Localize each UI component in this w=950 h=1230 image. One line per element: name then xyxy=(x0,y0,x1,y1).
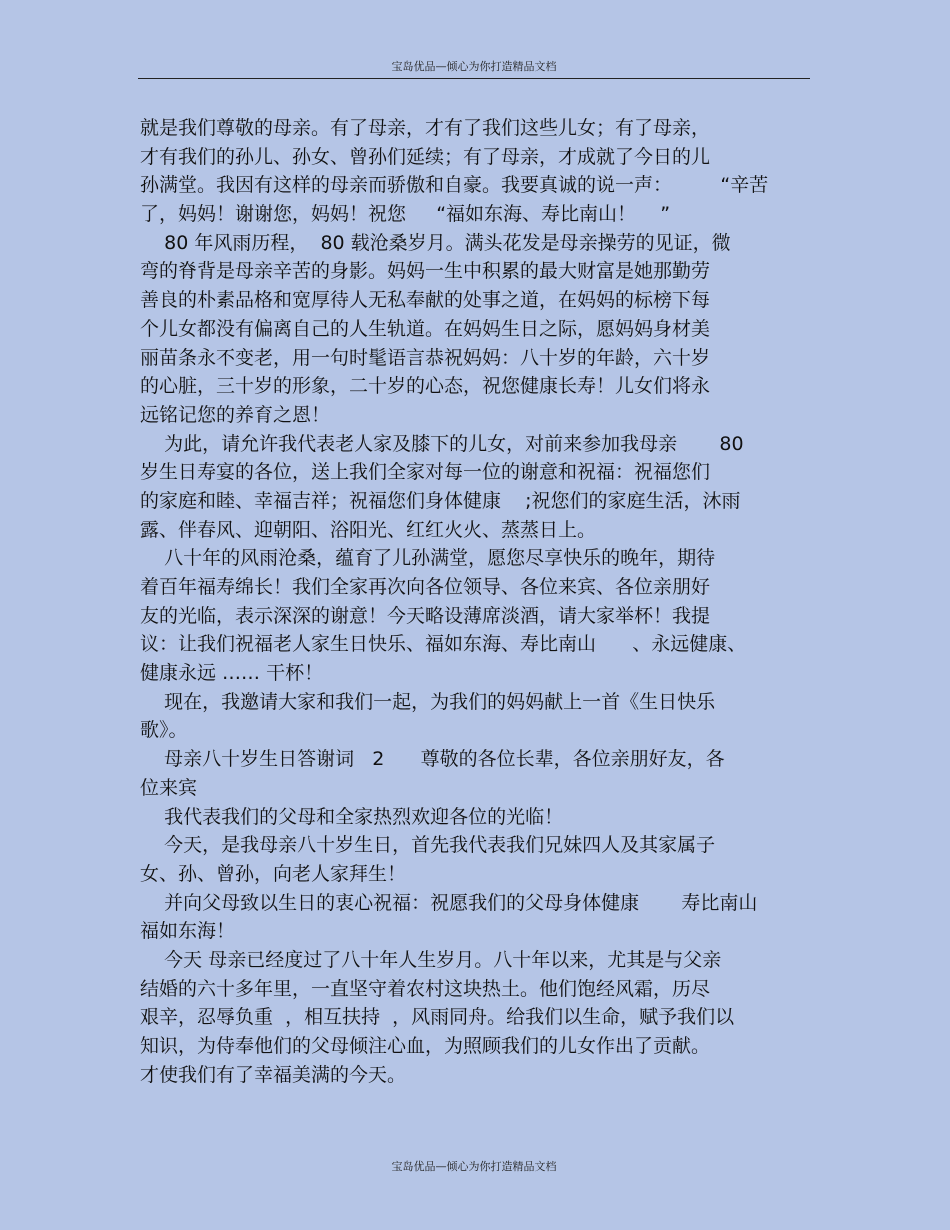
text-line: 岁生日寿宴的各位，送上我们全家对每一位的谢意和祝福：祝福您们 xyxy=(140,461,711,484)
text-line: 我代表我们的父母和全家热烈欢迎各位的光临！ xyxy=(140,805,564,828)
text-line: 并向父母致以生日的衷心祝福：祝愿我们的父母身体健康 寿比南山 xyxy=(140,891,758,914)
text-line: 远铭记您的养育之恩！ xyxy=(140,403,331,426)
text-line: 弯的脊背是母亲辛苦的身影。妈妈一生中积累的最大财富是她那勤劳 xyxy=(140,260,711,283)
text-line: 才有我们的孙儿、孙女、曾孙们延续；有了母亲，才成就了今日的儿 xyxy=(140,145,711,168)
text-line: 议：让我们祝福老人家生日快乐、福如东海、寿比南山 、永远健康、 xyxy=(140,633,747,656)
text-line: 现在，我邀请大家和我们一起，为我们的妈妈献上一首《生日快乐 xyxy=(140,690,716,713)
text-line: 位来宾 xyxy=(140,776,198,799)
page-footer: 宝岛优品—倾心为你打造精品文档 xyxy=(391,1160,557,1173)
text-line: 友的光临，表示深深的谢意！今天略设薄席淡酒，请大家举杯！我提 xyxy=(140,604,711,627)
text-line: 知识，为侍奉他们的父母倾注心血，为照顾我们的儿女作出了贡献。 xyxy=(140,1035,711,1057)
text-line: 丽苗条永不变老，用一句时髦语言恭祝妈妈：八十岁的年龄，六十岁 xyxy=(140,346,711,369)
text-line: 歌》。 xyxy=(140,719,188,742)
text-line: 80 年风雨历程， 80 载沧桑岁月。满头花发是母亲操劳的见证，微 xyxy=(140,231,731,254)
text-line: 的家庭和睦、幸福吉祥；祝福您们身体健康 ;祝您们的家庭生活，沐雨 xyxy=(140,489,741,512)
text-line: 健康永远 …… 干杯！ xyxy=(140,662,324,685)
header-rule xyxy=(138,78,810,79)
text-line: 八十年的风雨沧桑，蕴育了儿孙满堂，愿您尽享快乐的晚年，期待 xyxy=(140,547,716,570)
text-line: 善良的朴素品格和宽厚待人无私奉献的处事之道，在妈妈的标榜下每 xyxy=(140,289,711,312)
text-line: 了，妈妈！谢谢您，妈妈！祝您 “福如东海、寿比南山！ ” xyxy=(140,203,671,226)
text-line: 为此，请允许我代表老人家及膝下的儿女，对前来参加我母亲 80 xyxy=(140,432,744,455)
text-line: 才使我们有了幸福美满的今天。 xyxy=(140,1063,407,1086)
text-line: 福如东海！ xyxy=(140,920,236,943)
text-line: 女、孙、曾孙，向老人家拜生！ xyxy=(140,862,407,885)
text-line: 孙满堂。我因有这样的母亲而骄傲和自豪。我要真诚的说一声： “辛苦 xyxy=(140,174,769,197)
text-line: 今天 母亲已经度过了八十年人生岁月。八十年以来，尤其是与父亲 xyxy=(140,948,722,971)
text-line: 艰辛，忍辱负重 ，相互扶持 ，风雨同舟。给我们以生命，赋予我们以 xyxy=(140,1006,735,1029)
text-line: 结婚的六十多年里，一直坚守着农村这块热土。他们饱经风霜，历尽 xyxy=(140,977,711,1000)
text-line: 就是我们尊敬的母亲。有了母亲，才有了我们这些儿女；有了母亲， xyxy=(140,117,711,139)
text-line: 母亲八十岁生日答谢词 2 尊敬的各位长辈，各位亲朋好友，各 xyxy=(140,748,725,771)
text-line: 的心脏，三十岁的形象，二十岁的心态，祝您健康长寿！儿女们将永 xyxy=(140,375,711,398)
text-line: 着百年福寿绵长！我们全家再次向各位领导、各位来宾、各位亲朋好 xyxy=(140,576,711,598)
page-header: 宝岛优品—倾心为你打造精品文档 xyxy=(391,60,557,73)
text-line: 个儿女都没有偏离自己的人生轨道。在妈妈生日之际，愿妈妈身材美 xyxy=(140,317,711,340)
body-text xyxy=(140,114,810,1089)
text-line: 今天，是我母亲八十岁生日，首先我代表我们兄妹四人及其家属子 xyxy=(140,834,716,857)
text-line: 露、伴春风、迎朝阳、浴阳光、红红火火、蒸蒸日上。 xyxy=(140,518,597,541)
